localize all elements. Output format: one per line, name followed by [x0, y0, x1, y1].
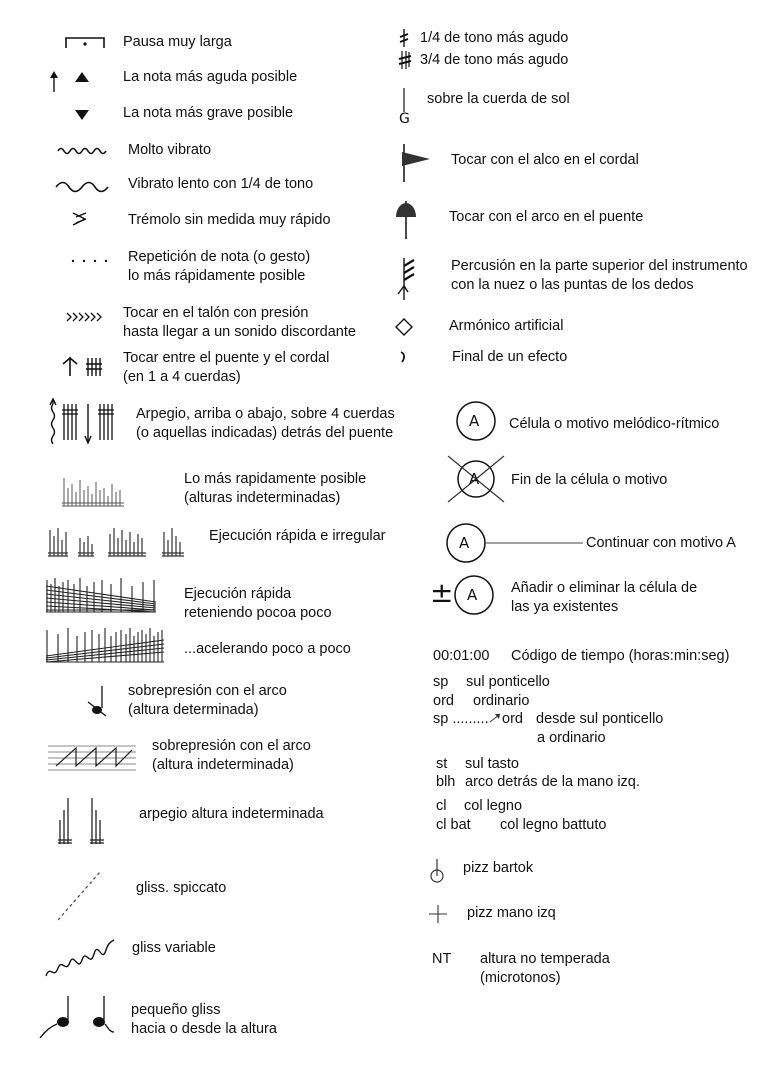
g-string-letter: G — [399, 111, 410, 127]
label-puente: Tocar con el arco en el puente — [449, 209, 644, 225]
abbr-st: st — [436, 756, 448, 772]
label-fin-celula: Fin de la célula o motivo — [511, 472, 668, 488]
label-celula: Célula o motivo melódico-rítmico — [509, 416, 720, 432]
label-rapido: Lo más rapidamente posible (alturas indeterminadas) — [184, 471, 367, 506]
label-anadir: Añadir o eliminar la célula de las ya existentes — [511, 580, 698, 615]
label-percusion: Percusión en la parte superior del instrumento con la nuez o las puntas de los dedos — [451, 258, 748, 293]
label-arpegio: Arpegio, arriba o abajo, sobre 4 cuerdas (o aquellas indicadas) detrás del puente — [136, 406, 395, 441]
end-effect-hook — [398, 350, 408, 364]
label-sobre-indet: sobrepresión con el arco (altura indeterminada) — [152, 738, 311, 773]
quarter-sharp-symbol — [398, 28, 410, 48]
label-cordal: Tocar con el alco en el cordal — [451, 152, 639, 168]
label-variable: gliss variable — [132, 940, 216, 956]
bridge-bow-symbol — [392, 197, 422, 241]
overpressure-indeterminate-symbol — [46, 742, 138, 772]
ritardando-symbol — [44, 574, 158, 616]
label-pequeno: pequeño gliss hacia o desde la altura — [131, 1002, 277, 1037]
label-tres-cuartos: 3/4 de tono más agudo — [420, 52, 569, 68]
continue-motif-letter: A — [459, 534, 470, 552]
motif-circle-letter: A — [469, 412, 480, 430]
abbr-clbat-desc: col legno battuto — [500, 817, 607, 833]
label-grave: La nota más grave posible — [123, 105, 294, 121]
heel-pressure-symbol — [66, 312, 106, 322]
label-reteniendo: Ejecución rápida reteniendo pocoa poco — [184, 586, 332, 621]
label-repeticion: Repetición de nota (o gesto) lo más rápidamente posible — [128, 249, 311, 284]
label-timecode: Código de tiempo (horas:min:seg) — [511, 648, 730, 664]
accelerando-symbol — [44, 624, 166, 664]
label-aguda: La nota más aguda posible — [123, 69, 298, 85]
abbr-ord: ord — [433, 693, 454, 709]
label-nt: altura no temperada (microtonos) — [480, 951, 610, 986]
highest-note-symbol — [48, 68, 94, 96]
abbr-sp-desc: sul ponticello — [466, 674, 550, 690]
abbr-cl-desc: col legno — [464, 798, 523, 814]
repetition-dots-symbol — [70, 258, 110, 264]
label-armonico: Armónico artificial — [449, 318, 564, 334]
abbr-ord-target: ord — [502, 711, 523, 727]
abbr-sp-ord-desc: desde sul ponticello — [536, 711, 664, 727]
gliss-spiccato-symbol — [56, 870, 102, 922]
abbr-blh-desc: arco detrás de la mano izq. — [465, 774, 640, 790]
long-pause-symbol — [64, 36, 108, 50]
irregular-fast-symbol — [46, 522, 192, 560]
abbr-sp: sp — [433, 674, 449, 690]
label-cuarto: 1/4 de tono más agudo — [420, 30, 569, 46]
fast-indeterminate-symbol — [60, 470, 126, 510]
overpressure-determinate-symbol — [86, 684, 108, 720]
label-continuar: Continuar con motivo A — [586, 535, 736, 551]
slow-vibrato-symbol — [54, 178, 110, 192]
plus-minus-sign: ± — [430, 576, 454, 609]
label-spiccato: gliss. spiccato — [136, 880, 227, 896]
label-sobre-det: sobrepresión con el arco (altura determinada) — [128, 683, 287, 718]
abbr-blh: blh — [436, 774, 456, 790]
label-tremolo: Trémolo sin medida muy rápido — [128, 212, 331, 228]
tailpiece-bow-symbol — [392, 142, 440, 184]
arpeggio-symbol — [48, 398, 120, 446]
label-pizz-bartok: pizz bartok — [463, 860, 534, 876]
add-remove-letter: A — [467, 586, 478, 604]
abbr-st-desc: sul tasto — [465, 756, 519, 772]
label-pausa: Pausa muy larga — [123, 34, 232, 50]
label-final: Final de un efecto — [452, 349, 568, 365]
abbr-clbat: cl bat — [436, 817, 471, 833]
tremolo-symbol — [70, 211, 90, 227]
bridge-tailpiece-symbol — [60, 354, 106, 378]
label-cuerda-sol: sobre la cuerda de sol — [427, 91, 570, 107]
label-arp-indet: arpegio altura indeterminada — [139, 806, 324, 822]
small-gliss-symbol — [38, 994, 118, 1042]
label-irregular: Ejecución rápida e irregular — [209, 528, 386, 544]
bartok-pizz-symbol — [428, 858, 446, 884]
molto-vibrato-symbol — [56, 145, 108, 157]
arpeggio-indeterminate-symbol — [52, 796, 112, 848]
three-quarter-sharp-symbol — [398, 50, 412, 70]
lowest-note-symbol — [74, 108, 90, 122]
label-molto-vibrato: Molto vibrato — [128, 142, 212, 158]
left-hand-pizz-symbol — [428, 904, 448, 924]
nt-abbr: NT — [432, 951, 452, 967]
abbr-sp-ord-desc2: a ordinario — [537, 730, 606, 746]
gliss-variable-symbol — [44, 938, 116, 980]
g-string-line — [402, 88, 406, 112]
label-acelerando: ...acelerando poco a poco — [184, 641, 351, 657]
abbr-cl: cl — [436, 798, 447, 814]
abbr-ord-desc: ordinario — [473, 693, 530, 709]
label-talon: Tocar en el talón con presión hasta llegar a un sonido discordante — [123, 305, 356, 340]
abbr-sp-to-ord: sp ......... — [433, 711, 489, 727]
label-pizz-mano: pizz mano izq — [467, 905, 556, 921]
arrow-icon — [488, 712, 502, 724]
label-vibrato-lento: Vibrato lento con 1/4 de tono — [128, 176, 314, 192]
percussion-symbol — [394, 256, 418, 302]
motif-end-letter: A — [469, 470, 480, 488]
artificial-harmonic-diamond — [395, 318, 413, 336]
timecode: 00:01:00 — [433, 648, 490, 664]
label-puente-cordal: Tocar entre el puente y el cordal (en 1 a 4 cuerdas) — [123, 350, 330, 385]
